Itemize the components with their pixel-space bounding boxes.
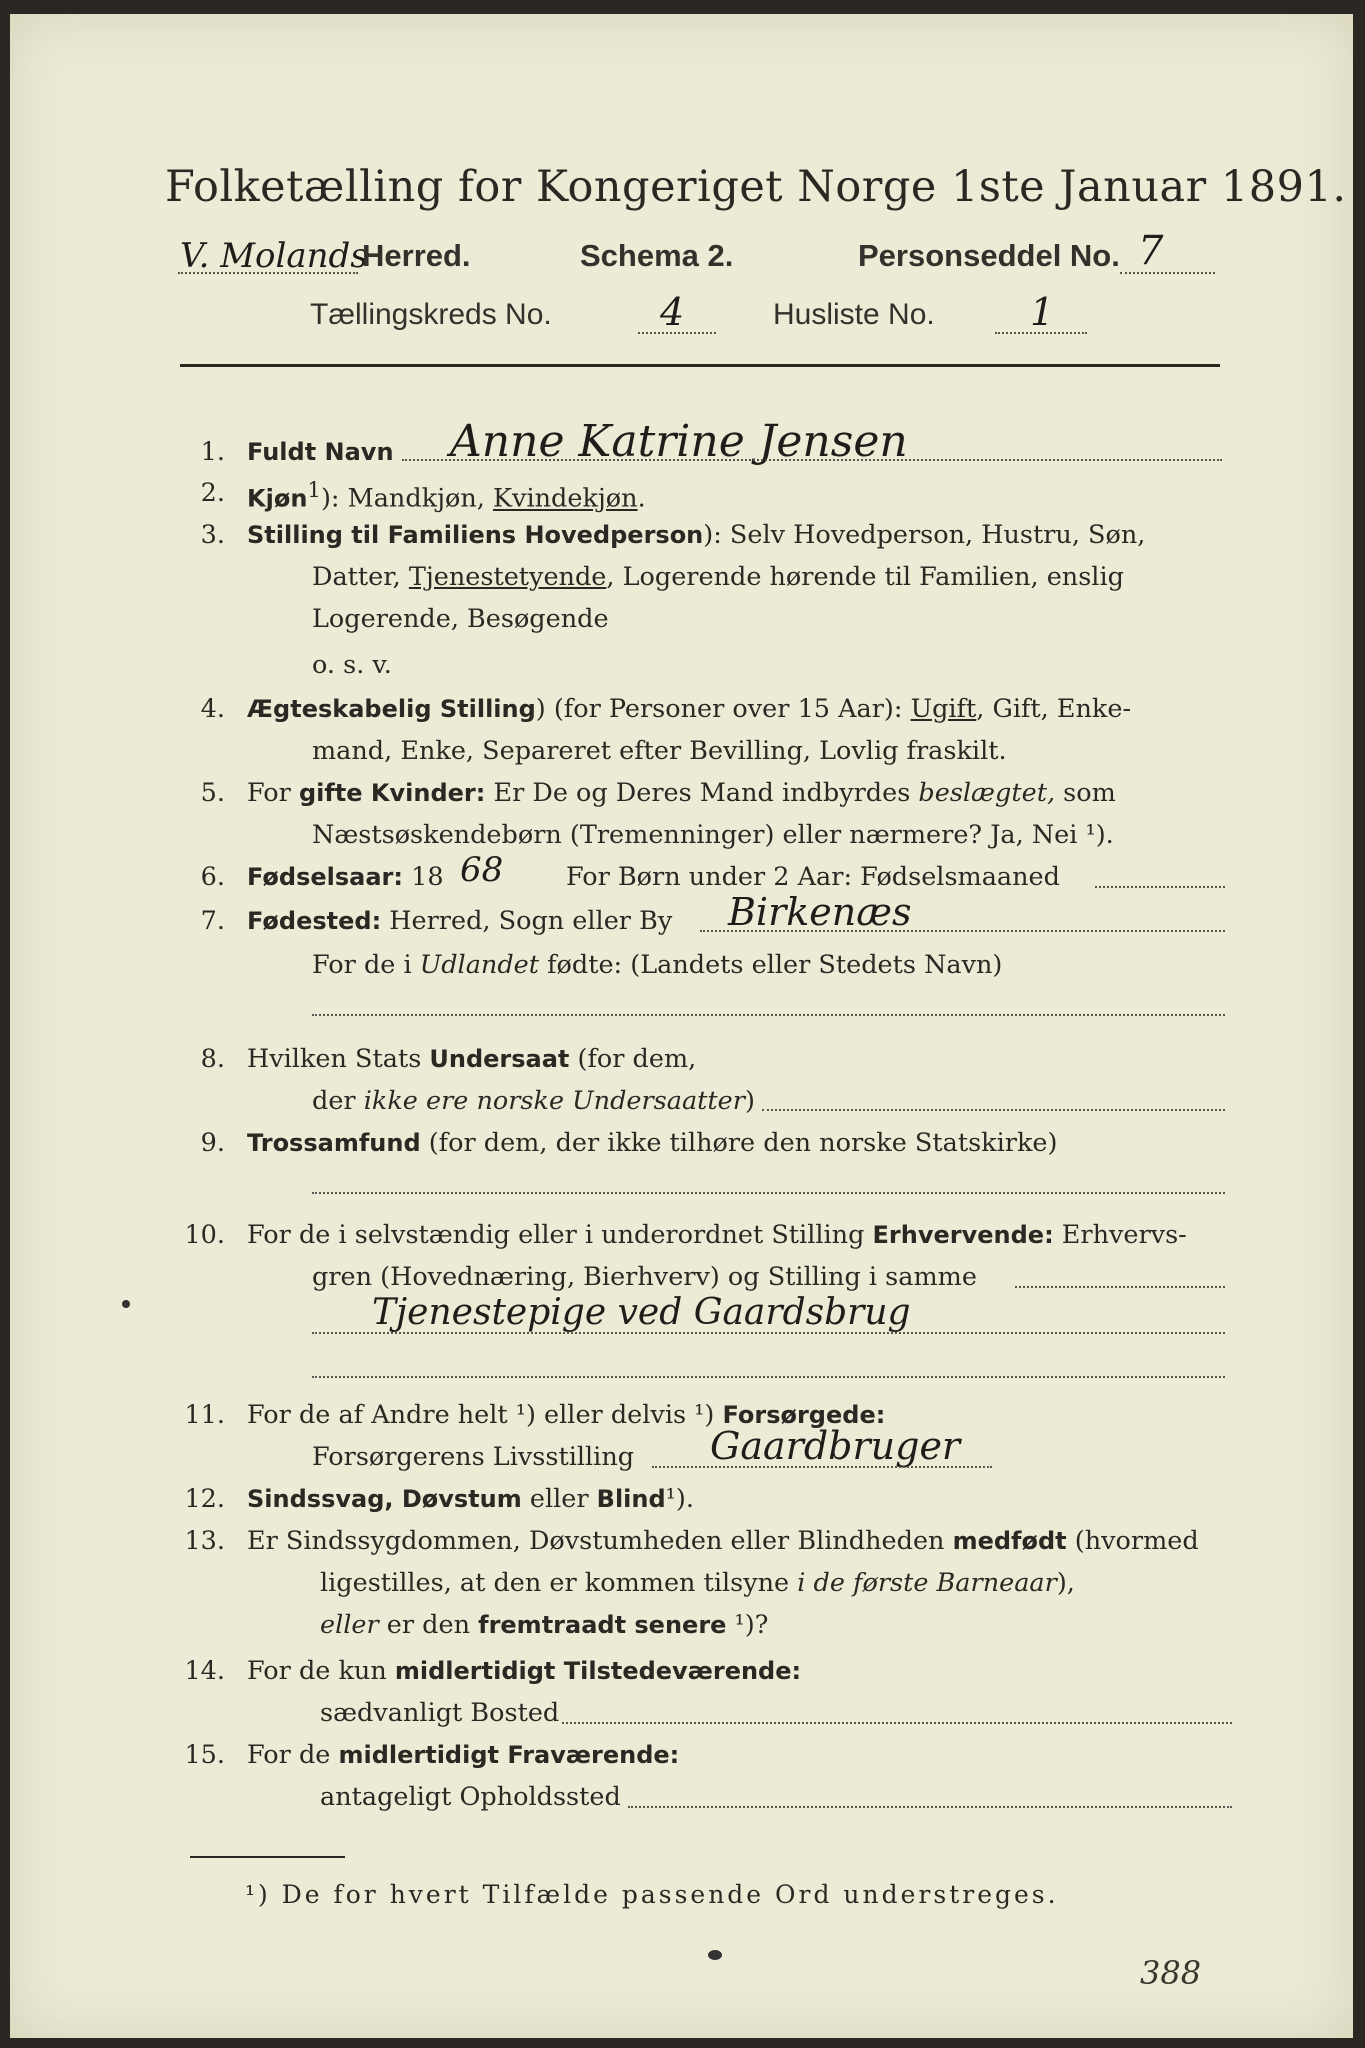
- schema-label: Schema 2.: [580, 238, 734, 273]
- item-number: 14.: [184, 1656, 225, 1686]
- question-text: For de: [247, 1740, 339, 1770]
- item-3-line-2: [312, 562, 1124, 592]
- item-number: 10.: [184, 1220, 225, 1250]
- field-label: Fødselsaar:: [247, 863, 403, 891]
- item-number: 6.: [200, 862, 225, 892]
- item-number: 8.: [200, 1044, 225, 1074]
- question-text: (for dem,: [569, 1044, 697, 1074]
- question-text: (for dem, der ikke tilhøre den norske Statskirke): [420, 1128, 1058, 1158]
- personseddel-label: Personseddel No.: [858, 238, 1120, 273]
- husliste-label: Husliste No.: [773, 298, 935, 331]
- option-text: ): Selv Hovedperson, Hustru, Søn,: [703, 520, 1146, 550]
- item-number: 1.: [200, 437, 225, 467]
- item-number: 13.: [184, 1526, 225, 1556]
- field-label: fremtraadt senere: [478, 1611, 727, 1639]
- selected-option: Tjenestetyende: [408, 562, 607, 592]
- question-text: For de kun: [247, 1656, 395, 1686]
- century-prefix: 18: [403, 862, 444, 892]
- question-text: eller: [521, 1484, 597, 1514]
- herred-handwritten: V. Molands: [180, 236, 368, 276]
- footnote: ¹) De for hvert Tilfælde passende Ord understreges.: [245, 1880, 1059, 1909]
- option-text: , Logerende hørende til Familien, enslig: [606, 562, 1124, 592]
- item-number: 12.: [184, 1484, 225, 1514]
- item-14-line-2: sædvanligt Bosted: [320, 1698, 560, 1728]
- field-label: Blind: [596, 1485, 666, 1513]
- item-13-line-2: [320, 1568, 1075, 1598]
- item-3-line-3: Logerende, Besøgende: [312, 604, 609, 634]
- question-text: For de af Andre helt ¹) eller delvis ¹): [247, 1400, 723, 1430]
- herred-label: Herred.: [362, 238, 471, 273]
- birth-month-label: For Børn under 2 Aar: Fødselsmaaned: [566, 862, 1060, 892]
- item-11-line-2: Forsørgerens Livsstilling: [312, 1442, 635, 1472]
- full-name-value: Anne Katrine Jensen: [450, 416, 908, 467]
- question-text: ligestilles, at den er kommen tilsyne: [320, 1568, 798, 1598]
- question-text: fødte: (Landets eller Stedets Navn): [539, 950, 1003, 980]
- punct: ),: [1056, 1568, 1075, 1598]
- header-rule: [180, 364, 1220, 367]
- birth-year-value: 68: [460, 850, 504, 890]
- question-text: Er De og Deres Mand indbyrdes: [485, 778, 919, 808]
- option-text: ) (for Personer over 15 Aar):: [535, 694, 911, 724]
- form-title: Folketælling for Kongeriget Norge 1ste Januar 1891.: [165, 162, 1347, 212]
- option-text: Datter,: [312, 562, 409, 592]
- kreds-number: 4: [660, 290, 685, 334]
- field-label: Forsørgede:: [722, 1401, 886, 1429]
- selected-option: Ugift: [910, 694, 977, 724]
- italic-text: eller: [320, 1610, 379, 1640]
- question-text: For de i selvstændig eller i underordnet Stilling: [247, 1220, 873, 1250]
- personseddel-number: 7: [1138, 228, 1164, 274]
- italic-text: Udlandet: [419, 950, 539, 980]
- field-label: Fuldt Navn: [247, 438, 394, 466]
- field-label: medfødt: [952, 1527, 1067, 1555]
- question-text: der: [312, 1086, 364, 1116]
- question-text: Herred, Sogn eller By: [381, 906, 673, 936]
- item-number: 4.: [200, 694, 225, 724]
- item-5-line-2: Næstsøskendebørn (Tremenninger) eller nærmere? Ja, Nei ¹).: [312, 820, 1114, 850]
- item-10-line-2: gren (Hovednæring, Bierhverv) og Stilling i samme: [312, 1262, 977, 1292]
- field-label: Fødested:: [247, 907, 382, 935]
- item-number: 7.: [200, 906, 225, 936]
- item-8-line-2: [312, 1086, 755, 1116]
- field-label: Ægteskabelig Stilling: [247, 695, 536, 723]
- italic-text: ikke ere norske Undersaatter: [363, 1086, 745, 1116]
- field-label: gifte Kvinder:: [298, 779, 486, 807]
- question-text: (hvormed: [1066, 1526, 1199, 1556]
- birthplace-value: Birkenæs: [728, 890, 912, 934]
- punct: ¹).: [665, 1484, 694, 1514]
- punct: .: [637, 483, 646, 514]
- item-15-line-2: antageligt Opholdssted: [320, 1782, 621, 1812]
- ink-mark-bottom: [708, 1950, 722, 1960]
- field-label: midlertidigt Fraværende:: [338, 1741, 680, 1769]
- question-text: ): [744, 1086, 755, 1116]
- question-text: som: [1055, 778, 1116, 808]
- question-text: Erhvervs-: [1053, 1220, 1187, 1250]
- item-7-line-2: [312, 950, 1002, 980]
- field-label: Undersaat: [429, 1045, 570, 1073]
- field-label: Kjøn: [247, 484, 308, 513]
- selected-option: Kvindekjøn: [493, 483, 638, 514]
- question-text: er den: [378, 1610, 479, 1640]
- question-text: Hvilken Stats: [247, 1044, 430, 1074]
- husliste-number: 1: [1030, 290, 1055, 334]
- occupation-value: Tjenestepige ved Gaardsbrug: [372, 1292, 911, 1333]
- item-number: 15.: [184, 1740, 225, 1770]
- census-form-page: [10, 14, 1353, 2038]
- option-text: , Gift, Enke-: [976, 694, 1132, 724]
- field-label: Erhvervende:: [872, 1221, 1054, 1249]
- option-text: ): Mandkjøn,: [320, 483, 493, 514]
- prefix: For: [247, 778, 299, 808]
- kreds-label: Tællingskreds No.: [310, 298, 552, 331]
- item-3-line-4: o. s. v.: [312, 650, 392, 680]
- italic-text: beslægtet,: [918, 778, 1056, 808]
- provider-occupation-value: Gaardbruger: [710, 1424, 961, 1468]
- item-number: 11.: [184, 1400, 225, 1430]
- item-number: 9.: [200, 1128, 225, 1158]
- footnote-mark: 1: [307, 478, 321, 503]
- field-label: Stilling til Familiens Hovedperson: [247, 521, 704, 549]
- footnote-rule: [190, 1856, 345, 1858]
- italic-text: i de første Barneaar: [797, 1568, 1057, 1598]
- item-number: 5.: [200, 778, 225, 808]
- field-label: Sindssvag, Døvstum: [247, 1485, 522, 1513]
- ink-mark: [122, 1300, 130, 1308]
- question-text: Er Sindssygdommen, Døvstumheden eller Blindheden: [247, 1526, 953, 1556]
- item-number: 2.: [200, 478, 225, 508]
- item-13-line-3: [320, 1610, 768, 1640]
- question-text: ¹)?: [726, 1610, 769, 1640]
- field-label: midlertidigt Tilstedeværende:: [394, 1657, 802, 1685]
- question-text: For de i: [312, 950, 420, 980]
- item-number: 3.: [200, 520, 225, 550]
- field-label: Trossamfund: [247, 1129, 421, 1157]
- page-number: 388: [1140, 1954, 1202, 1992]
- item-4-line-2: mand, Enke, Separeret efter Bevilling, Lovlig fraskilt.: [312, 736, 1007, 766]
